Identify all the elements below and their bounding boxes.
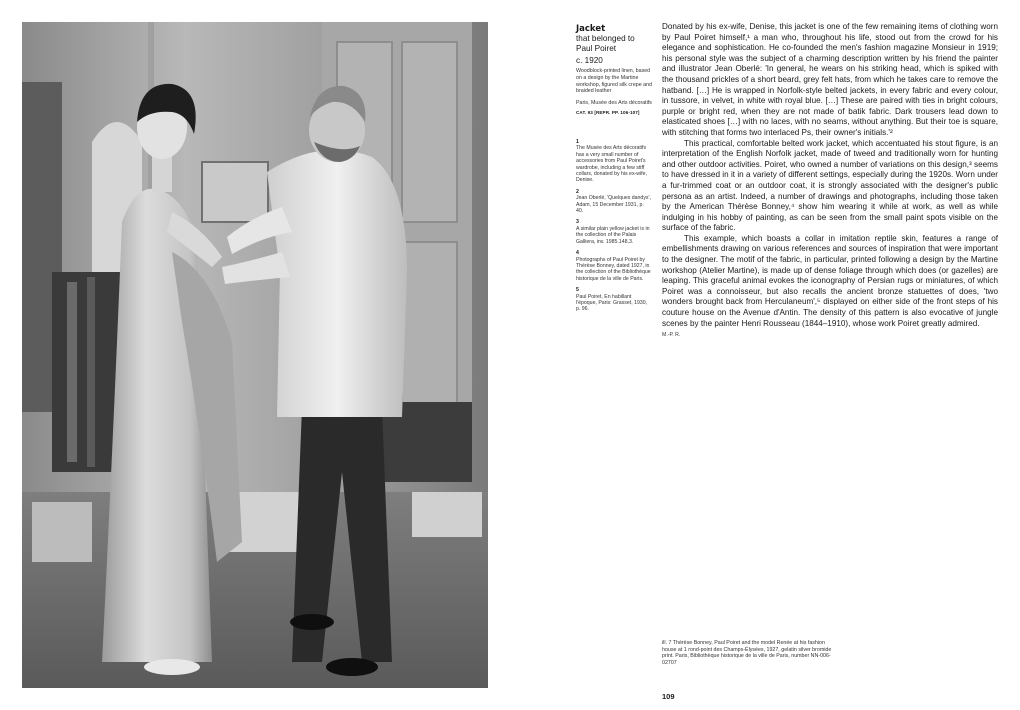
black-and-white-photograph — [22, 22, 488, 688]
object-material: Woodblock-printed linen, based on a design by the Martine workshop, figured silk crepe and braided leather — [576, 68, 652, 95]
footnote-number: 1 — [576, 139, 579, 145]
footnote — [576, 189, 652, 215]
object-catalogue-ref: CAT. 93 [REPR. PP. 106-107] — [576, 109, 640, 115]
object-collection: Paris, Musée des Arts décoratifs — [576, 100, 652, 107]
footnote-text: Photographs of Paul Poiret by Thérèse Bonney, dated 1927, in the collection of the Bibliothèque historique de la ville de Paris. — [576, 256, 651, 282]
footnote-text: The Musée des Arts décoratifs has a very small number of accessories from Paul Poiret's wardrobe, including a few stiff collars, donated by his ex-wife, Denise. — [576, 145, 647, 184]
object-subtitle-line: that belonged to — [576, 34, 635, 43]
photo-caption: ill. 7 Thérèse Bonney, Paul Poiret and the model Renée at his fashion house at 1 rond-point des Champs-Élysées, 1927, gelatin silver bromide print. Paris, Bibliothèque historique de la ville de Paris, number NN-006-02707 — [662, 640, 832, 667]
footnote-number: 3 — [576, 219, 579, 226]
photograph-illustration — [22, 22, 488, 688]
object-info — [576, 24, 652, 116]
body-paragraph: Donated by his ex-wife, Denise, this jacket is one of the few remaining items of clothing worn by Paul Poiret himself,¹ a man who, throughout his life, stood out from the crowd for his elegance and sophistication. He co-founded the men's fashion magazine Monsieur in 1919; his personal style was the subject of a charming description written by his friend the painter and illustrator Jean Oberlé: 'In general, he wears on his striking head, which is spiked with the thousand prickles of a short beard, grey felt hats, from which he takes care to remove the hatband. […] He is wrapped in Norfolk-style belted jackets, in every fabric and every colour, in tussore, in velvet, in white with royal blue. […] These are paired with ties in bright colours, purple or bright red, when they are not made of batik fabric. Dark trousers lead down to elasticated shoes […] with no laces, with no seams, without anything. But their toe is square, with stitching that forms two interlaced Ps, their owner's initials.'² — [662, 22, 998, 137]
footnote — [576, 287, 652, 313]
footnote-text: Paul Poiret, En habillant l'époque, Paris: Grasset, 1930, p. 96. — [576, 293, 648, 313]
object-date: c. 1920 — [576, 56, 603, 65]
object-subtitle-line: Paul Poiret — [576, 44, 617, 53]
footnote-number: 4 — [576, 250, 579, 257]
footnote-number: 2 — [576, 188, 579, 195]
body-paragraph: This example, which boasts a collar in imitation reptile skin, features a range of embellishments drawing on various references and sources of inspiration that were important to the designer. The motif of the fabric, in particular, printed following a design by the Martine workshop (Atelier Martine), is made up of dense foliage through which does (or gazelles) are leaping. This graceful animal evokes the iconography of Persian rugs or miniatures, of which Poiret was a connoisseur, but also recalls the ancient bronze statuettes of does, 'two wonders brought back from Herculaneum',⁵ displayed on either side of the front steps of his couture house on the Avenue d'Antin. The density of this pattern is also evocative of jungle scenes by the painter Henri Rousseau (1844–1910), whose work Poiret greatly admired. — [662, 233, 998, 328]
footnote-text: Jean Oberlé, 'Quelques dandys', Adam, 15 December 1931, p. 40. — [576, 195, 651, 215]
body-paragraph: This practical, comfortable belted work jacket, which accentuated his stout figure, is an interpretation of the English Norfolk jacket, made of tweed and traditionally worn for hunting and other outdoor activities. Poiret, who owned a number of variations on this design,³ seems to have dressed in it in a variety of different settings, especially during the 1920s. Worn under a fur-trimmed coat or an outdoor coat, it is strongly associated with the designer's public persona as an artist. Indeed, a number of drawings and photographs, including those taken by the American Thérèse Bonney,⁴ show him wearing it while at work, as well as while indulging in his hobby of painting, as can be seen from the small paint spots visible on the surface of the fabric. — [662, 138, 998, 233]
footnote-number: 5 — [576, 287, 579, 294]
author-initials: M.-P. R. — [662, 332, 681, 339]
page-number: 109 — [662, 692, 675, 701]
footnote — [576, 139, 652, 184]
footnote-text: A similar plain yellow jacket is in the collection of the Palais Galliera, inv. 1985.148.3. — [576, 225, 650, 245]
main-text — [662, 22, 998, 339]
object-title: Jacket — [576, 24, 606, 34]
footnote — [576, 250, 652, 282]
footnote — [576, 219, 652, 245]
footnotes — [576, 139, 652, 318]
